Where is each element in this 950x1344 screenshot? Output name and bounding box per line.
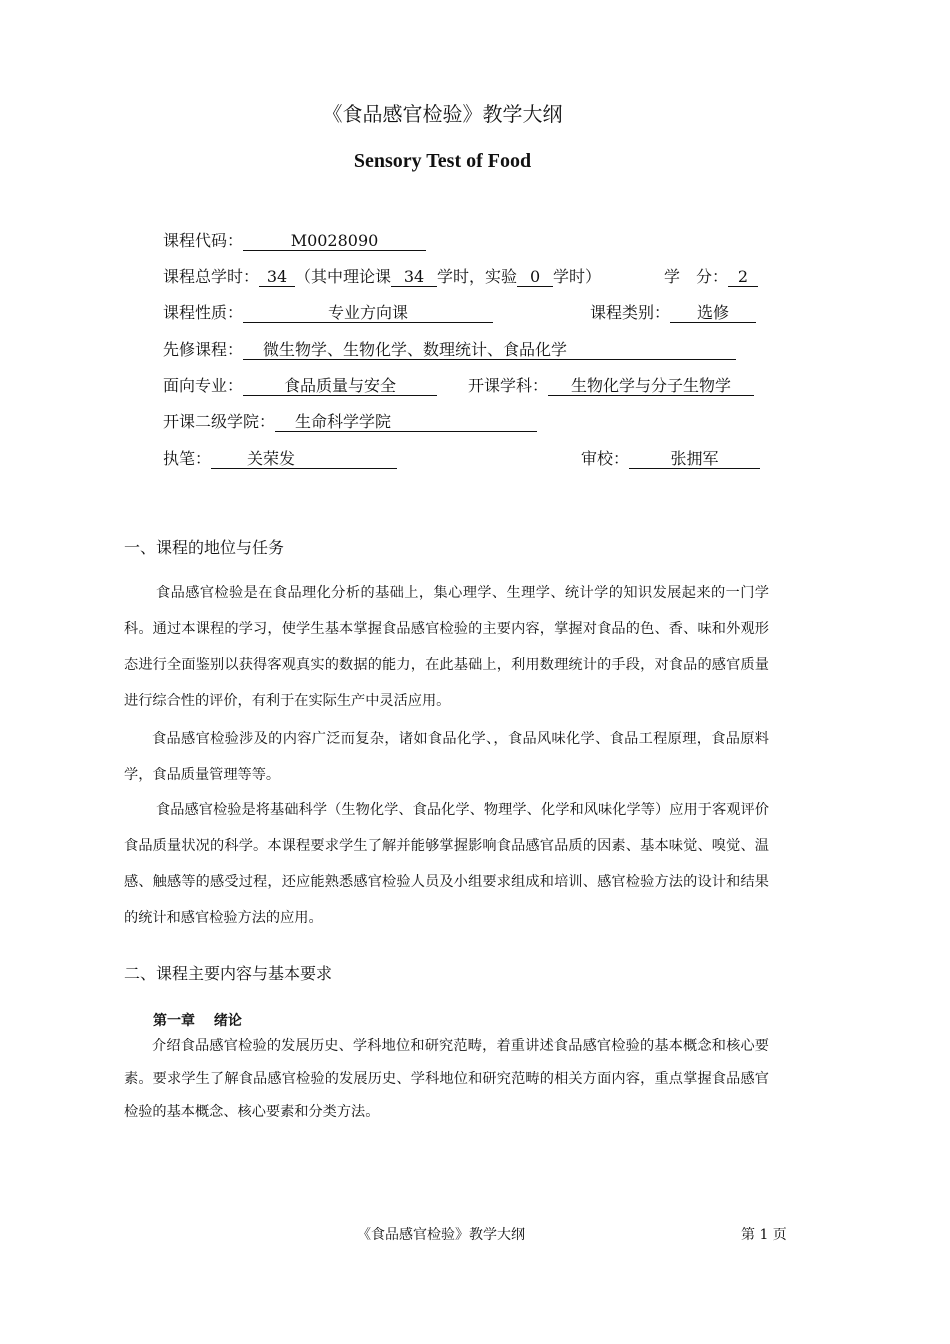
reviewer-value: 张拥军 [629,450,760,469]
course-hours-row [163,267,601,287]
course-code-label: 课程代码： [163,231,244,250]
course-nature-row [163,303,493,323]
course-code-row [163,231,426,251]
course-category-label: 课程类别： [590,303,671,322]
author-label: 执笔： [163,449,212,468]
document-subtitle: Sensory Test of Food [353,150,532,172]
chapter-1-title: 第一章 绪论 [153,1013,242,1029]
total-hours-value: 34 [259,268,295,287]
section-2-heading: 二、课程主要内容与基本要求 [124,964,333,983]
total-hours-label: 课程总学时： [163,267,260,286]
prerequisite-label: 先修课程： [163,340,244,359]
discipline-row [468,376,754,396]
college-row [163,412,537,432]
theory-hours-value: 34 [391,268,437,287]
document-title: 《食品感官检验》教学大纲 [322,102,563,126]
section-1-paragraph-2: 食品感官检验涉及的内容广泛而复杂，诸如食品化学、，食品风味化学、食品工程原理，食品原料学，食品质量管理等等。 [124,731,769,783]
footer-page-number: 第 1 页 [741,1227,787,1243]
hours-close-label: 学时） [553,267,602,286]
major-label: 面向专业： [163,376,244,395]
credit-label: 学 分： [664,267,729,286]
theory-open-label: （其中理论课 [295,267,392,286]
lab-hours-value: 0 [517,268,553,287]
college-label: 开课二级学院： [163,412,276,431]
course-category-row [590,303,756,323]
section-1-heading: 一、课程的地位与任务 [124,538,285,557]
credit-row [664,267,758,287]
college-value: 生命科学学院 [275,413,537,432]
course-category-value: 选修 [670,304,756,323]
credit-value: 2 [728,268,758,287]
section-1-paragraph-1: 食品感官检验是在食品理化分析的基础上，集心理学、生理学、统计学的知识发展起来的一门学科。通过本课程的学习，使学生基本掌握食品感官检验的主要内容，掌握对食品的色、香、味和外观形态进行全面鉴别以获得客观真实的数据的能力，在此基础上，利用数理统计的手段，对食品的感官质量进行综合性的评价，有利于在实际生产中灵活应用。 [124,585,769,709]
course-code-value: M0028090 [243,232,426,251]
course-nature-label: 课程性质： [163,303,244,322]
discipline-label: 开课学科： [468,376,549,395]
prerequisite-value: 微生物学、生物化学、数理统计、食品化学 [243,341,736,360]
reviewer-label: 审校： [581,449,630,468]
discipline-value: 生物化学与分子生物学 [548,377,754,396]
major-value: 食品质量与安全 [243,377,437,396]
footer-document-name: 《食品感官检验》教学大纲 [357,1227,525,1243]
prerequisite-row [163,340,736,360]
course-nature-value: 专业方向课 [243,304,493,323]
reviewer-row [581,449,760,469]
author-row [163,449,397,469]
author-value: 关荣发 [211,450,397,469]
chapter-1-text: 介绍食品感官检验的发展历史、学科地位和研究范畴，着重讲述食品感官检验的基本概念和核心要素。要求学生了解食品感官检验的发展历史、学科地位和研究范畴的相关方面内容，重点掌握食品感官检验的基本概念、核心要素和分类方法。 [124,1038,769,1120]
lab-label: 学时，实验 [437,267,518,286]
major-row [163,376,437,396]
section-1-paragraph-3: 食品感官检验是将基础科学（生物化学、食品化学、物理学、化学和风味化学等）应用于客观评价食品质量状况的科学。本课程要求学生了解并能够掌握影响食品感官品质的因素、基本味觉、嗅觉、温感、触感等的感受过程，还应能熟悉感官检验人员及小组要求组成和培训、感官检验方法的设计和结果的统计和感官检验方法的应用。 [124,802,769,926]
